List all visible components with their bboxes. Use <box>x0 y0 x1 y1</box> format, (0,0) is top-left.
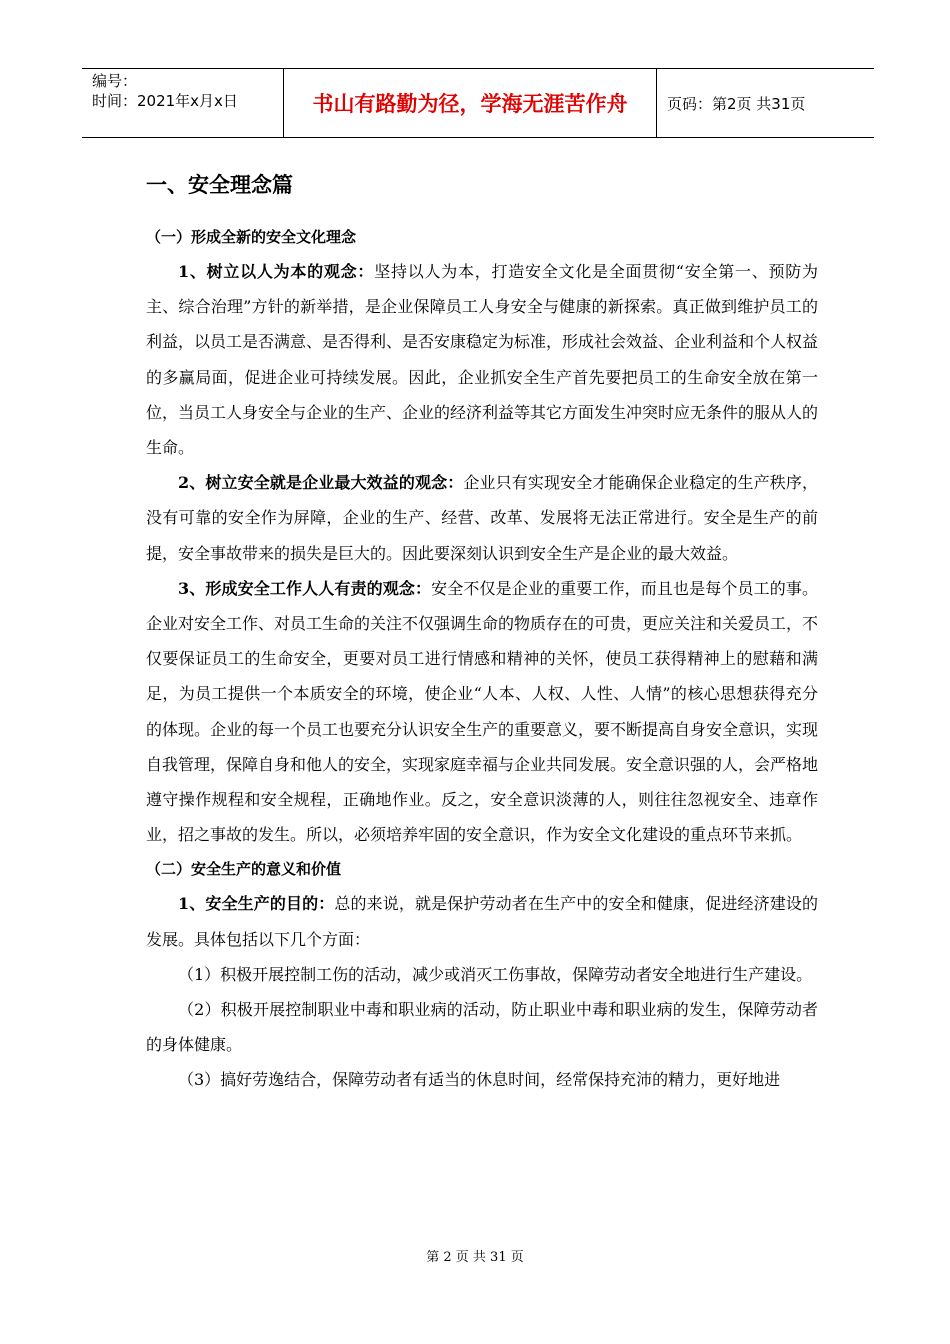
header-motto: 书山有路勤为径，学海无涯苦作舟 <box>284 69 657 137</box>
code-label: 编号： <box>92 72 138 90</box>
paragraph-1-lead: 1、树立以人为本的观念： <box>178 262 375 281</box>
page-footer: 第 2 页 共 31 页 <box>426 1250 524 1265</box>
paragraph-2 <box>146 465 818 571</box>
paragraph-2-text: 企业只有实现安全才能确保企业稳定的生产秩序，没有可靠的安全作为屏障，企业的生产、经营、改革、发展将无法正常进行。安全是生产的前提，安全事故带来的损失是巨大的。因此要深刻认识到安全生产是企业的最大效益。 <box>146 473 818 563</box>
paragraph-3 <box>146 571 818 853</box>
paragraph-1-text: 坚持以人为本，打造安全文化是全面贯彻“安全第一、预防为主、综合治理”方针的新举措，是企业保障员工人身安全与健康的新探索。真正做到维护员工的利益，以员工是否满意、是否得利、是否安康稳定为标准，形成社会效益、企业利益和个人权益的多赢局面，促进企业可持续发展。因此，企业抓安全生产首先要把员工的生命安全放在第一位，当员工人身安全与企业的生产、企业的经济利益等其它方面发生冲突时应无条件的服从人的生命。 <box>146 262 819 458</box>
paragraph-4-lead: 1、安全生产的目的： <box>178 894 335 914</box>
document-header <box>82 68 874 138</box>
subsection-title-2: （二）安全生产的意义和价值 <box>146 860 342 879</box>
paragraph-2-lead: 2、树立安全就是企业最大效益的观念： <box>178 473 464 493</box>
paragraph-3-text: 安全不仅是企业的重要工作，而且也是每个员工的事。企业对安全工作、对员工生命的关注不仅强调生命的物质存在的可贵，更应关注和关爱员工，不仅要保证员工的生命安全，更要对员工进行情感和精神的关怀，使员工获得精神上的慰藉和满足，为员工提供一个本质安全的环境，使企业“人本、人权、人性、人情”的核心思想获得充分的体现。企业的每一个员工也要充分认识安全生产的重要意义，要不断提高自身安全意识，实现自我管理，保障自身和他人的安全，实现家庭幸福与企业共同发展。安全意识强的人，会严格地遵守操作规程和安全规程，正确地作业。反之，安全意识淡薄的人，则往往忽视安全、违章作业，招之事故的发生。所以，必须培养牢固的安全意识，作为安全文化建设的重点环节来抓。 <box>146 578 819 845</box>
paragraph-1 <box>146 254 818 465</box>
section-title: 一、安全理念篇 <box>146 173 293 197</box>
subsection-title-1: （一）形成全新的安全文化理念 <box>146 228 357 246</box>
paragraph-7: （3）搞好劳逸结合，保障劳动者有适当的休息时间，经常保持充沛的精力，更好地进 <box>178 1070 781 1090</box>
paragraph-5: （1）积极开展控制工伤的活动，减少或消灭工伤事故，保障劳动者安全地进行生产建设。 <box>178 964 813 984</box>
header-page-info: 页码：第2页 共31页 <box>667 94 806 113</box>
paragraph-4-text: 总的来说，就是保护劳动者在生产中的安全和健康，促进经济建设的发展。具体包括以下几个方面： <box>146 894 818 949</box>
paragraph-4 <box>146 886 818 956</box>
paragraph-3-lead: 3、形成安全工作人人有责的观念： <box>178 578 432 598</box>
header-meta <box>82 69 284 137</box>
paragraph-6: （2）积极开展控制职业中毒和职业病的活动，防止职业中毒和职业病的发生，保障劳动者的身体健康。 <box>146 1000 818 1055</box>
time-label: 时间：2021年x月x日 <box>92 92 238 110</box>
document-body <box>146 168 818 1098</box>
